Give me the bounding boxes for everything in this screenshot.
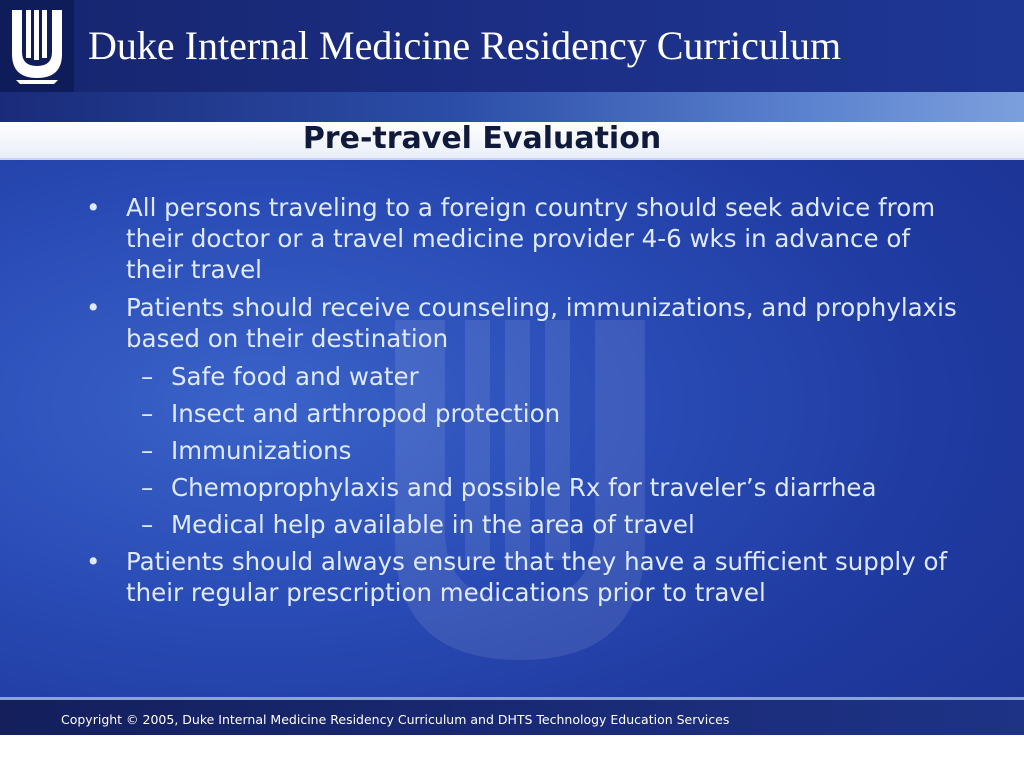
slide-title: Pre-travel Evaluation	[302, 121, 662, 156]
dash-marker: –	[141, 399, 154, 428]
bullet-item	[86, 292, 966, 354]
bullet-text: Patients should receive counseling, immunizations, and prophylaxis based on their destination	[126, 293, 957, 353]
footer-copyright: Copyright © 2005, Duke Internal Medicine Residency Curriculum and DHTS Technology Education Services	[61, 712, 730, 727]
bullet-item	[86, 546, 966, 608]
sub-bullet-item	[86, 435, 966, 466]
dash-marker: –	[141, 436, 154, 465]
bullet-list	[86, 192, 966, 615]
header-stripe	[0, 92, 1024, 122]
bullet-text: Medical help available in the area of travel	[171, 510, 695, 539]
sub-bullet-item	[86, 361, 966, 392]
sub-bullet-item	[86, 472, 966, 503]
logo-container	[0, 0, 74, 92]
bullet-text: Safe food and water	[171, 362, 419, 391]
dash-marker: –	[141, 473, 154, 502]
dash-marker: –	[141, 362, 154, 391]
bullet-text: Patients should always ensure that they have a sufficient supply of their regular prescription medications prior to travel	[126, 547, 948, 607]
dash-marker: –	[141, 510, 154, 539]
bullet-marker: •	[86, 547, 101, 576]
header-bar	[0, 0, 1024, 92]
bullet-text: Insect and arthropod protection	[171, 399, 561, 428]
bullet-marker: •	[86, 193, 101, 222]
header-title: Duke Internal Medicine Residency Curriculum	[88, 23, 842, 68]
sub-bullet-item	[86, 509, 966, 540]
title-band	[0, 122, 1024, 160]
footer-bar	[0, 697, 1024, 735]
duke-shield-logo-icon	[8, 6, 66, 86]
bullet-text: Chemoprophylaxis and possible Rx for traveler’s diarrhea	[171, 473, 877, 502]
sub-bullet-item	[86, 398, 966, 429]
bullet-text: All persons traveling to a foreign country should seek advice from their doctor or a travel medicine provider 4-6 wks in advance of their travel	[126, 193, 936, 284]
bullet-item	[86, 192, 966, 285]
bullet-marker: •	[86, 293, 101, 322]
bullet-text: Immunizations	[171, 436, 352, 465]
